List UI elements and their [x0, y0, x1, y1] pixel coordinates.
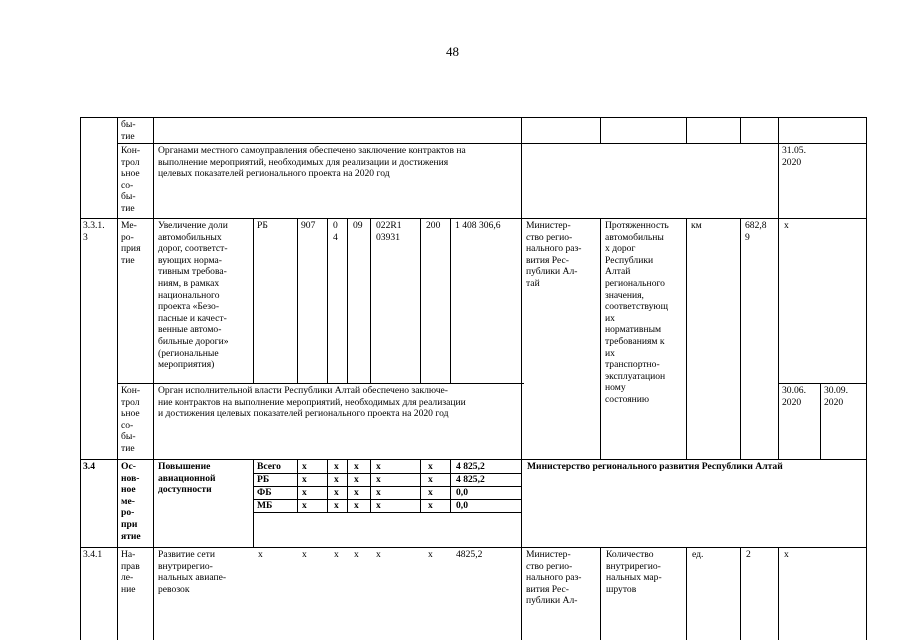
x-mark: x [428, 487, 433, 498]
col-divider [450, 459, 451, 513]
col-divider [740, 218, 741, 460]
col-divider [686, 218, 687, 460]
x-mark: x [376, 549, 381, 560]
col-divider [778, 547, 779, 640]
col-divider [740, 547, 741, 640]
x-mark: x [334, 487, 339, 498]
expense-type-code: 200 [426, 220, 441, 231]
x-mark: x [784, 549, 789, 560]
row-divider [80, 547, 866, 548]
funding-amount-total: 4 825,2 [456, 461, 485, 472]
funding-amount: 1 408 306,6 [455, 220, 501, 231]
item-number: 3.3.1. 3 [83, 220, 105, 243]
funding-source-mb: МБ [257, 500, 273, 511]
col-divider [370, 218, 371, 384]
indicator-value: 2 [746, 549, 751, 560]
x-mark: x [376, 487, 381, 498]
start-date: 30.06. 2020 [782, 385, 806, 408]
indicator-value: 682,8 9 [745, 220, 767, 243]
col-divider [80, 117, 81, 640]
indicator-name: Количество внутрирегио- нальных мар- шрутов [606, 549, 662, 595]
x-mark: x [784, 220, 789, 231]
x-mark: x [376, 500, 381, 511]
col-divider [600, 117, 601, 144]
funding-source-rb: РБ [257, 474, 270, 485]
x-mark: x [428, 474, 433, 485]
x-mark: x [428, 549, 433, 560]
x-mark: x [334, 461, 339, 472]
x-mark: x [302, 549, 307, 560]
activity-name: Увеличение доли автомобильных дорог, соответст- вующих норма- тивным требова- ниям, в рамках национального проекта «Безо- пасные и качест- венные автомо- бильные дороги» (региональные мероприятия) [158, 220, 229, 371]
row-divider [253, 499, 521, 500]
activity-name: Повышение авиационной доступности [158, 461, 216, 496]
col-divider [297, 459, 298, 513]
event-type: На- прав ле- ние [121, 549, 140, 595]
funding-source-fb: ФБ [257, 487, 272, 498]
col-divider [153, 117, 154, 640]
table-right-border [866, 117, 867, 640]
row-divider [253, 486, 521, 487]
row-divider [253, 512, 521, 513]
x-mark: x [334, 549, 339, 560]
x-mark: x [334, 500, 339, 511]
col-divider [778, 117, 779, 460]
col-divider [420, 218, 421, 384]
x-mark: x [302, 461, 307, 472]
x-mark: x [376, 461, 381, 472]
x-mark: x [428, 500, 433, 511]
section-code: 0 4 [333, 220, 338, 243]
event-type: Кон- трол ьное со- бы- тие [121, 385, 141, 454]
x-mark: x [302, 500, 307, 511]
event-type: Ме- ро- прия тие [121, 220, 141, 266]
x-mark: x [334, 474, 339, 485]
x-mark: x [354, 461, 359, 472]
event-type: Кон- трол ьное со- бы- тие [121, 145, 141, 214]
x-mark: x [354, 487, 359, 498]
col-divider [347, 218, 348, 384]
x-mark: x [428, 461, 433, 472]
col-divider [327, 459, 328, 513]
executor: Министер- ство регио- нального раз- вития Рес- публики Ал- тай [526, 220, 582, 289]
end-date: 30.09. 2020 [824, 385, 848, 408]
x-mark: x [376, 474, 381, 485]
indicator-name: Протяженность автомобильны х дорог Республики Алтай регионального значения, соответствующ их нормативным требованиям к их транспортно- эксплуатацион ному состоянию [605, 220, 669, 405]
target-article-code: 022R1 03931 [376, 220, 402, 243]
control-event-text: Органами местного самоуправления обеспечено заключение контрактов на выполнение мероприятий, необходимых для реализации и достижения целевых показателей регионального проекта на 2020 год [158, 145, 466, 180]
x-mark: x [302, 487, 307, 498]
col-divider [327, 218, 328, 384]
x-mark: x [354, 474, 359, 485]
page-number: 48 [446, 44, 459, 59]
deadline-date: 31.05. 2020 [782, 145, 806, 168]
x-mark: x [258, 549, 263, 560]
funding-source-total: Всего [257, 461, 281, 472]
table-top-border [80, 117, 866, 118]
col-divider [450, 218, 451, 384]
col-divider [420, 459, 421, 513]
subsection-code: 09 [353, 220, 363, 231]
col-divider [600, 218, 601, 460]
row-divider [778, 143, 866, 144]
row-divider [117, 383, 524, 384]
col-divider [297, 218, 298, 384]
funding-amount: 4825,2 [456, 549, 483, 560]
col-divider [370, 459, 371, 513]
row-divider [80, 459, 866, 460]
col-divider [686, 547, 687, 640]
funding-amount-rb: 4 825,2 [456, 474, 485, 485]
x-mark: x [354, 549, 359, 560]
funding-amount-fb: 0,0 [456, 487, 468, 498]
unit: км [691, 220, 702, 231]
executor: Министерство регионального развития Республики Алтай [527, 461, 783, 472]
executor: Министер- ство регио- нального раз- вития Рес- публики Ал- [526, 549, 582, 607]
row-divider [778, 383, 866, 384]
x-mark: x [302, 474, 307, 485]
col-divider [740, 117, 741, 144]
row-divider [117, 143, 866, 144]
control-event-text: Орган исполнительной власти Республики Алтай обеспечено заключе- ние контрактов на выполнение мероприятий, необходимых для реализации и достижения целевых показателей регионального проекта на 2020 год [158, 385, 466, 420]
event-type: бы- тие [121, 119, 136, 142]
event-type: Ос- нов- ное ме- ро- при ятие [121, 461, 141, 542]
col-divider [253, 459, 254, 548]
col-divider [820, 383, 821, 460]
col-divider [600, 547, 601, 640]
funding-amount-mb: 0,0 [456, 500, 468, 511]
x-mark: x [354, 500, 359, 511]
col-divider [347, 459, 348, 513]
item-number: 3.4 [83, 461, 95, 472]
activity-name: Развитие сети внутрирегио- нальных авиапе- ревозок [158, 549, 227, 595]
row-divider [80, 218, 866, 219]
funding-source: РБ [257, 220, 268, 231]
grbs-code: 907 [301, 220, 316, 231]
col-divider [686, 117, 687, 144]
col-divider [521, 117, 522, 640]
col-divider [253, 218, 254, 384]
col-divider [117, 117, 118, 640]
unit: ед. [692, 549, 704, 560]
item-number: 3.4.1 [83, 549, 103, 560]
